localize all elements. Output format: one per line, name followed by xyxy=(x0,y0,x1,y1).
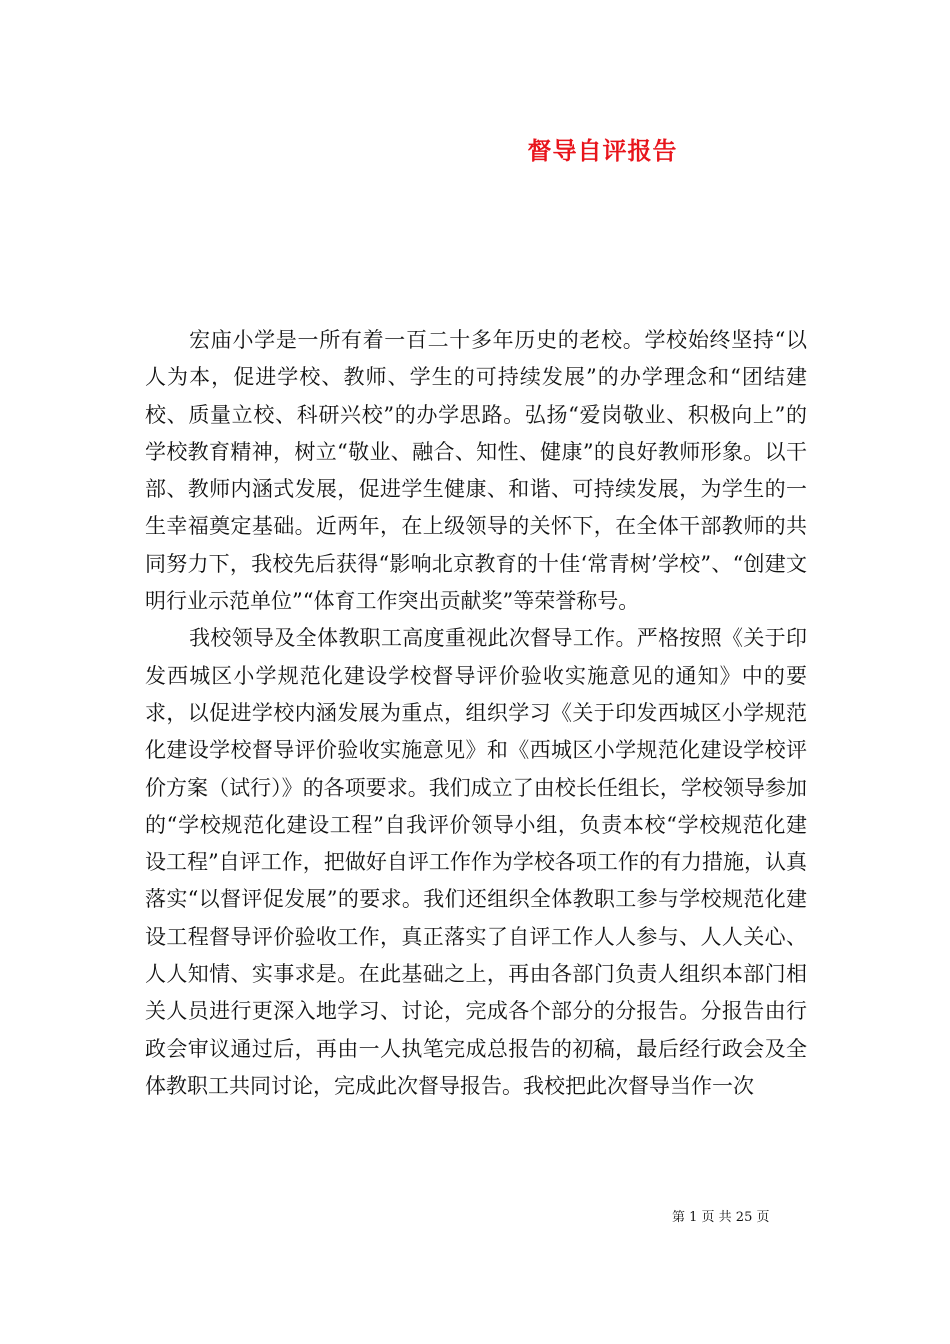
document-body xyxy=(145,322,807,1105)
paragraph-intro: 宏庙小学是一所有着一百二十多年历史的老校。学校始终坚持“以人为本，促进学校、教师、学生的可持续发展”的办学理念和“团结建校、质量立校、科研兴校”的办学思路。弘扬“爱岗敬业、积极向上”的学校教育精神，树立“敬业、融合、知性、健康”的良好教师形象。以干部、教师内涵式发展，促进学生健康、和谐、可持续发展，为学生的一生幸福奠定基础。近两年，在上级领导的关怀下，在全体干部教师的共同努力下，我校先后获得“影响北京教育的十佳‘常青树’学校”、“创建文明行业示范单位”“体育工作突出贡献奖”等荣誉称号。 xyxy=(145,328,807,614)
document-title: 督导自评报告 xyxy=(527,136,678,165)
page-number-footer: 第 1 页 共 25 页 xyxy=(672,1210,770,1225)
paragraph-self-evaluation: 我校领导及全体教职工高度重视此次督导工作。严格按照《关于印发西城区小学规范化建设学校督导评价验收实施意见的通知》中的要求，以促进学校内涵发展为重点，组织学习《关于印发西城区小学规范化建设学校督导评价验收实施意见》和《西城区小学规范化建设学校评价方案（试行）》的各项要求。我们成立了由校长任组长，学校领导参加的“学校规范化建设工程”自我评价领导小组，负责本校“学校规范化建设工程”自评工作，把做好自评工作作为学校各项工作的有力措施，认真落实“以督评促发展”的要求。我们还组织全体教职工参与学校规范化建设工程督导评价验收工作，真正落实了自评工作人人参与、人人关心、人人知情、实事求是。在此基础之上，再由各部门负责人组织本部门相关人员进行更深入地学习、讨论，完成各个部分的分报告。分报告由行政会审议通过后，再由一人执笔完成总报告的初稿，最后经行政会及全体教职工共同讨论，完成此次督导报告。我校把此次督导当作一次 xyxy=(145,626,807,1098)
